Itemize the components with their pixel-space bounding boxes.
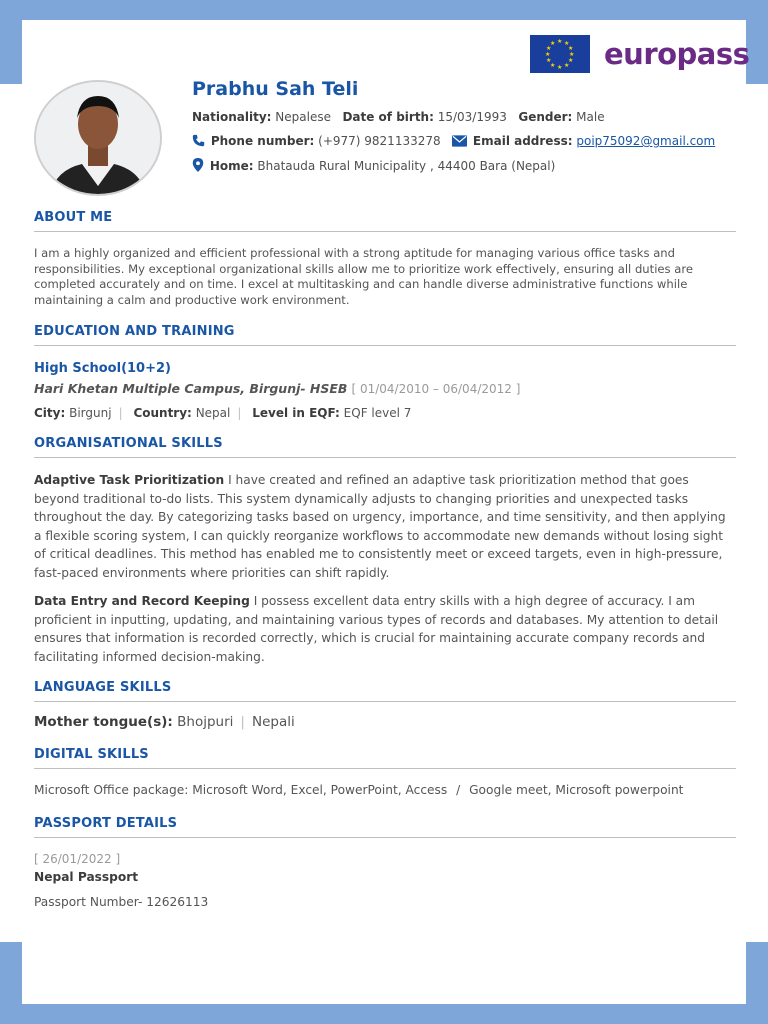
eu-flag-icon: ★ ★ ★ ★ ★ ★ ★ ★ ★ ★ ★ ★: [530, 35, 590, 73]
digital-skills-line: [34, 783, 683, 797]
home-label: Home:: [209, 159, 254, 173]
location-pin-icon: [192, 158, 204, 175]
phone-icon: [192, 134, 205, 150]
cv-page: [22, 20, 750, 1004]
education-degree: High School(10+2): [34, 361, 171, 376]
email-label: Email address:: [472, 134, 573, 148]
about-title: ABOUT ME: [34, 210, 113, 225]
passport-divider: [34, 837, 736, 838]
mother-tongue-value: Bhojpuri: [177, 714, 234, 730]
city-label: City:: [34, 406, 66, 420]
dob-label: Date of birth:: [342, 110, 434, 124]
europass-wordmark: europass: [604, 37, 750, 71]
dob-value: 15/03/1993: [437, 110, 507, 124]
education-details-line: City: Birgunj | Country: Nepal | Level in EQF: EQF level 7: [34, 406, 412, 420]
org-skill-text: I possess excellent data entry skills with a high degree of accuracy. I am proficient in inputting, updating, and maintaining various types of records and databases. My attention to detail ensures that information is recorded correctly, which is crucial for maintaining accurate company records and facilitating informed decision-making.: [34, 594, 719, 664]
profile-photo: [34, 80, 162, 196]
nationality-value: Nepalese: [275, 110, 331, 124]
org-skill-heading: Data Entry and Record Keeping: [34, 594, 250, 608]
education-dates: [ 01/04/2010 – 06/04/2012 ]: [351, 382, 521, 396]
digital-skills-other: Google meet, Microsoft powerpoint: [469, 783, 684, 797]
country-label: Country:: [133, 406, 192, 420]
digital-skills-separator: /: [456, 783, 461, 797]
org-skill-item: [34, 592, 734, 666]
mother-tongue-line: Mother tongue(s): Bhojpuri | Nepali: [34, 714, 295, 730]
eqf-label: Level in EQF:: [252, 406, 340, 420]
email-link[interactable]: poip75092@gmail.com: [576, 134, 716, 148]
passport-title: PASSPORT DETAILS: [34, 816, 178, 831]
org-skills-divider: [34, 457, 736, 458]
org-skill-item: [34, 471, 734, 582]
eqf-value: EQF level 7: [343, 406, 412, 420]
about-divider: [34, 231, 736, 232]
contact-line: [192, 134, 715, 150]
org-skill-text: I have created and refined an adaptive task prioritization method that goes beyond traditional to-do lists. This system dynamically adjusts to changing priorities and unexpected tasks throughout the day. By categorizing tasks based on urgency, importance, and time sensitivity, and then applying a flexible scoring system, I can quickly reorganize workflows to accommodate new demands without losing sight of critical deadlines. This method has enabled me to consistently meet or exceed targets, even in high-pressure, fast-paced environments where priorities can shift rapidly.: [34, 473, 726, 580]
city-value: Birgunj: [69, 406, 112, 420]
frame-left-band: [0, 84, 22, 942]
passport-number: Passport Number- 12626113: [34, 895, 209, 909]
education-institution: Hari Khetan Multiple Campus, Birgunj- HSEB: [34, 381, 348, 396]
frame-right-band: [746, 84, 768, 942]
digital-title: DIGITAL SKILLS: [34, 747, 149, 762]
org-skills-title: ORGANISATIONAL SKILLS: [34, 436, 223, 451]
passport-date: [ 26/01/2022 ]: [34, 852, 121, 866]
nationality-label: Nationality:: [192, 110, 272, 124]
gender-value: Male: [576, 110, 605, 124]
phone-label: Phone number:: [210, 134, 315, 148]
digital-skills-office: Microsoft Office package: Microsoft Word, Excel, PowerPoint, Access: [34, 783, 448, 797]
phone-value: (+977) 9821133278: [318, 134, 441, 148]
about-text: I am a highly organized and efficient professional with a strong aptitude for managing various office tasks and responsibilities. My exceptional organizational skills allow me to prioritize work effectively, ensuring all duties are completed accurately and on time. I excel at multitasking and can handle diverse administrative functions while maintaining a calm and productive work environment.: [34, 246, 694, 307]
country-value: Nepal: [195, 406, 231, 420]
education-divider: [34, 345, 736, 346]
education-institution-line: [34, 381, 520, 396]
europass-logo: [530, 34, 749, 74]
gender-label: Gender:: [518, 110, 573, 124]
email-icon: [452, 135, 467, 150]
mother-tongue-label: Mother tongue(s):: [34, 714, 173, 730]
person-name: Prabhu Sah Teli: [192, 78, 359, 100]
education-title: EDUCATION AND TRAINING: [34, 324, 235, 339]
org-skill-heading: Adaptive Task Prioritization: [34, 473, 225, 487]
home-line: [192, 158, 555, 175]
language-title: LANGUAGE SKILLS: [34, 680, 172, 695]
personal-info-line: [192, 110, 605, 124]
mother-tongue-value: Nepali: [251, 714, 295, 730]
passport-type: Nepal Passport: [34, 870, 139, 884]
digital-divider: [34, 768, 736, 769]
language-divider: [34, 701, 736, 702]
home-value: Bhatauda Rural Municipality , 44400 Bara (Nepal): [257, 159, 556, 173]
